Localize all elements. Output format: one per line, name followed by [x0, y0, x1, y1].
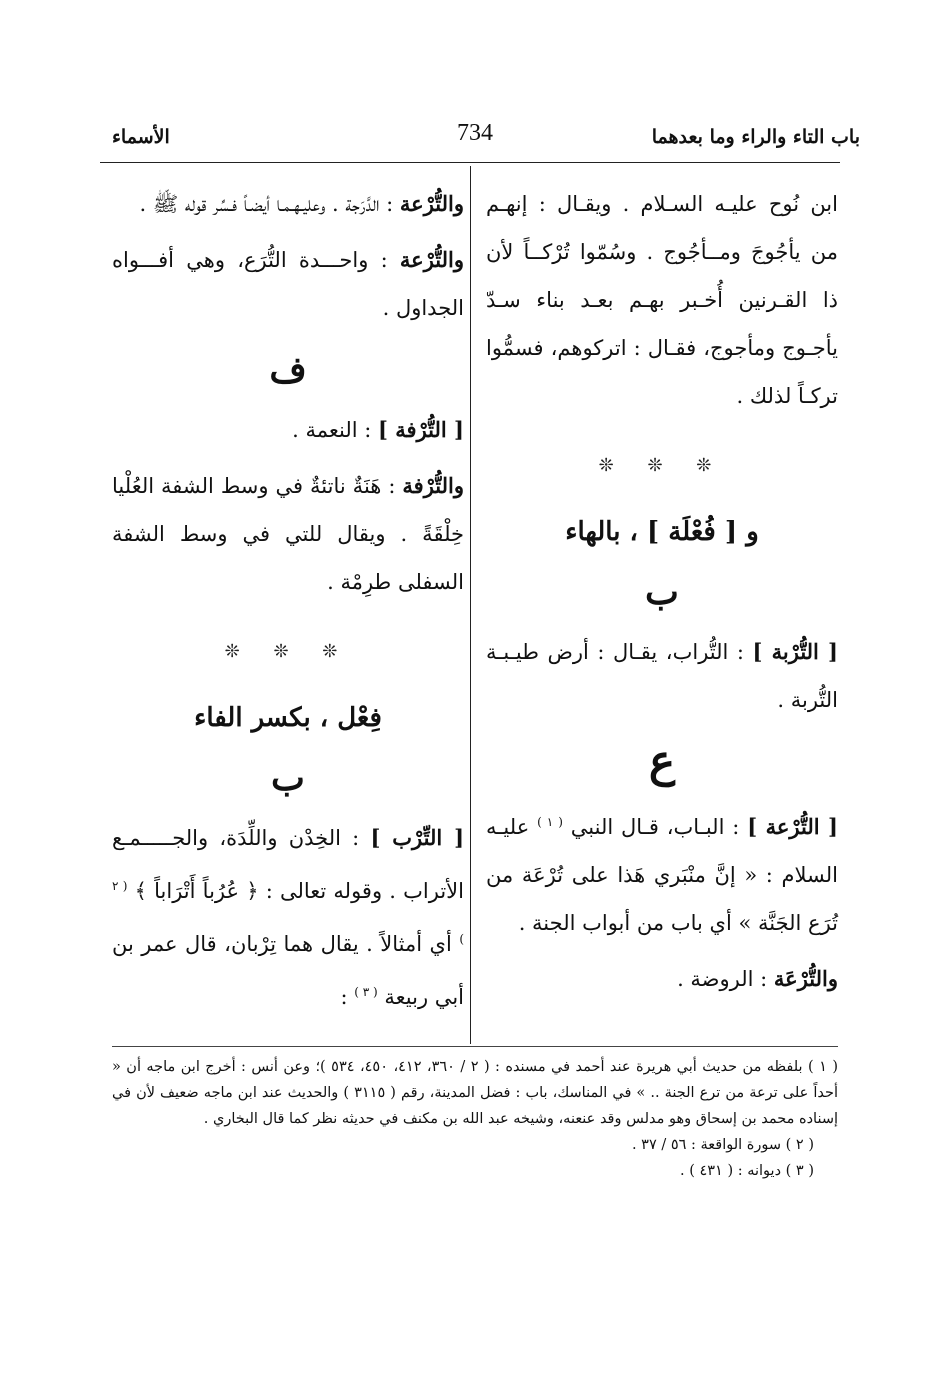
entry-text: : هَنَةٌ ناتئةٌ في وسط الشفة العُلْيا خِلْقَةً . ويقال للتي في وسط الشفة السفلى طرِمْة . [112, 474, 464, 594]
entry-text: عليـه السلام : « إنَّ منْبَري هَذا على تُرْعَة من تُرَع الجَنَّة » أي باب من أبواب الجنة . [486, 815, 838, 935]
entry-text: : واحـــدة التُّرَع، وهي أفـــواه الجداول . [112, 248, 464, 320]
footnote-3: ( ٣ ) ديوانه : ( ٤٣١ ) . [679, 1163, 814, 1179]
section-title: الأسماء [112, 126, 170, 148]
footnote-ref: ( ٣ ) [354, 985, 378, 999]
entry-text: : البـاب، قـال النبي [570, 815, 740, 839]
letter-heading-ba: ب [645, 571, 679, 613]
page-header [90, 118, 860, 158]
entry-head: والتُّرْعة [399, 247, 464, 272]
section-heading: فِعْل ، بكسر الفاء [194, 703, 382, 733]
footnote-1: ( ١ ) بلفظه من حديث أبي هريرة عند أحمد في مسنده : ( ٢ / ٣٦٠، ٤١٢، ٤٥٠، ٥٣٤ )؛ وعن أنس : أخرج ابن ماجه أن « أحداً على ترعة من ترع الجنة .. » في المناسك، باب : فضل المدينة، رقم ( ٣١١٥ ) والحديث عند ابن ماجه ضعيف لأن في إسناده محمد بن إسحاق وهو مدلس وقد عنعنه، وشيخه عبد الله بن مكنف في حديثه نظر كما قال البخاري . [112, 1059, 838, 1127]
page-number: 734 [457, 120, 493, 146]
entry-head: [ التُّرْبة ] [752, 639, 838, 664]
section-heading: و [ فُعْلَة ] ، بالهاء [565, 517, 759, 547]
entry-tur3a-door [486, 798, 838, 947]
entry-head: [ التُّرْعة ] [747, 814, 838, 839]
section-separator: ❊ ❊ ❊ [598, 455, 726, 476]
entry-tirb [112, 814, 464, 1021]
footnote-ref: ( ١ ) [537, 815, 563, 829]
section-separator: ❊ ❊ ❊ [224, 641, 352, 662]
entry-paragraph: ابن نُوح عليـه السـلام . ويقـال : إنهـم من يأجُوجَ ومــأجُوج . وسُمّوا تُرْكــاً لأن ذا القـرنين أُخـبر بهـم بعـد بناء سـدّ يأجـوج ومأجوج، فقـال : اتركوهم، فسمُّوا تركـاً لذلك . [486, 192, 838, 408]
footnote-ref: ( ٢ ) [112, 879, 464, 946]
entry-head: والتُّرْفة [402, 473, 464, 498]
right-column [486, 180, 838, 1011]
left-column [112, 180, 464, 1021]
footnote-rule [112, 1046, 838, 1047]
entry-head: [ التِّرْب ] [370, 825, 465, 850]
entry-text: : [340, 985, 348, 1009]
footnote-2: ( ٢ ) سورة الواقعة : ٥٦ / ٣٧ . [631, 1137, 814, 1153]
header-rule [100, 162, 840, 163]
entry-tur3a-step [112, 180, 464, 228]
entry-text: : التُّراب، يقـال : أرض طيـبـة التُّربة . [486, 640, 838, 712]
entry-head: [ التُّرْفة ] [378, 417, 464, 442]
entry-turfa-blessing [112, 406, 464, 454]
entry-turba [486, 628, 838, 724]
footnotes [112, 1054, 838, 1184]
entry-text: أي أمثالاً . يقال هما تِرْبان، قال عمر بن أبي ربيعة [112, 932, 464, 1009]
entry-turfa-lip [112, 462, 464, 606]
letter-heading-ba: ب [271, 757, 305, 799]
letter-heading-fa: ف [269, 349, 307, 391]
entry-tur3a-channel [112, 236, 464, 332]
entry-head: والتُّرْعَة [773, 966, 838, 991]
column-divider [470, 166, 471, 1044]
entry-text: : الدَّرَجة . وعليـهـمـا أيضـاً فـسِّر قوله ﷺ . [139, 192, 394, 216]
chapter-title: باب التاء والراء وما بعدهما [651, 126, 860, 148]
entry-text: : الروضة . [677, 967, 768, 991]
entry-text: : الخِدْن واللِّدَة، والجـــــمـع الأتراب . وقوله تعالى : ﴿ عُرُباً أَتْرَاباً ﴾ [112, 826, 464, 903]
letter-heading-ain: ع [648, 736, 676, 787]
entry-head: والتُّرْعة [399, 191, 464, 216]
entry-text: : النعمة . [292, 418, 372, 442]
entry-tur3a-garden [486, 955, 838, 1003]
